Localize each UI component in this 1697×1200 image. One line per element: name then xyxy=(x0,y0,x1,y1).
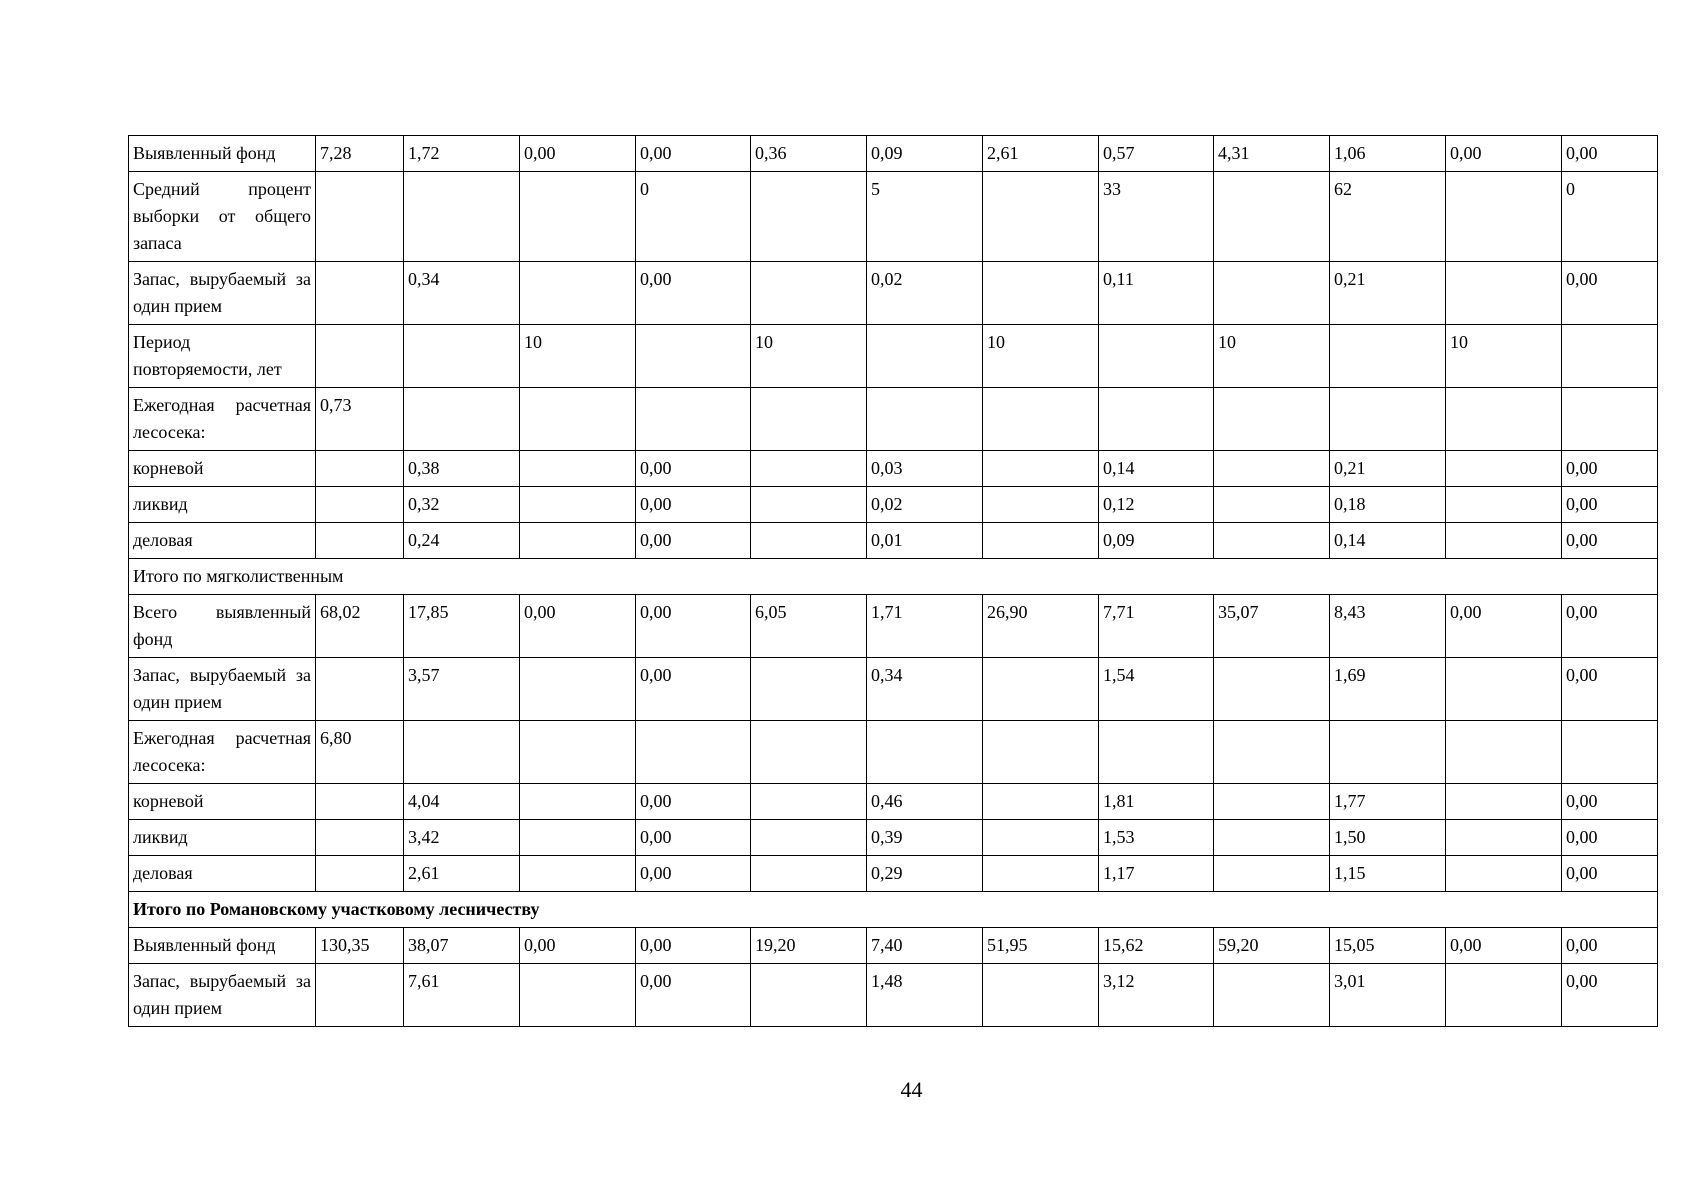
table-cell: 130,35 xyxy=(316,928,404,964)
table-cell xyxy=(520,784,636,820)
table-cell: 0,03 xyxy=(867,451,983,487)
table-cell: 7,40 xyxy=(867,928,983,964)
table-cell: 0,32 xyxy=(404,487,520,523)
row-label: корневой xyxy=(129,451,316,487)
table-cell xyxy=(751,172,867,262)
table-cell xyxy=(316,820,404,856)
table-body xyxy=(129,136,1658,1027)
table-cell xyxy=(983,964,1099,1027)
forest-data-table xyxy=(128,135,1658,1027)
table-cell xyxy=(520,388,636,451)
table-cell: 19,20 xyxy=(751,928,867,964)
table-row xyxy=(129,721,1658,784)
table-cell: 1,53 xyxy=(1099,820,1214,856)
row-label: корневой xyxy=(129,784,316,820)
table-cell: 15,05 xyxy=(1330,928,1446,964)
table-cell xyxy=(751,487,867,523)
table-cell xyxy=(751,856,867,892)
table-cell: 33 xyxy=(1099,172,1214,262)
table-cell xyxy=(983,658,1099,721)
table-cell xyxy=(751,523,867,559)
table-cell: 0,02 xyxy=(867,487,983,523)
table-cell: 0,00 xyxy=(1562,487,1658,523)
table-cell: 0 xyxy=(1562,172,1658,262)
section-heading: Итого по Романовскому участковому лесничеству xyxy=(129,892,1658,928)
table-cell xyxy=(1446,721,1562,784)
table-cell: 10 xyxy=(1446,325,1562,388)
table-cell: 0,00 xyxy=(1562,262,1658,325)
row-label: Выявленный фонд xyxy=(129,928,316,964)
table-cell xyxy=(520,658,636,721)
table-cell: 35,07 xyxy=(1214,595,1330,658)
table-cell: 8,43 xyxy=(1330,595,1446,658)
table-cell xyxy=(867,721,983,784)
table-cell: 7,28 xyxy=(316,136,404,172)
table-cell: 4,31 xyxy=(1214,136,1330,172)
table-cell: 0,00 xyxy=(1562,136,1658,172)
table-cell: 0,12 xyxy=(1099,487,1214,523)
table-cell xyxy=(983,784,1099,820)
table-cell xyxy=(751,658,867,721)
table-cell: 17,85 xyxy=(404,595,520,658)
table-cell: 0,73 xyxy=(316,388,404,451)
table-cell: 7,61 xyxy=(404,964,520,1027)
table-cell xyxy=(983,721,1099,784)
table-cell: 0,00 xyxy=(636,928,751,964)
table-cell: 0,01 xyxy=(867,523,983,559)
table-cell: 0,00 xyxy=(636,523,751,559)
table-row xyxy=(129,928,1658,964)
table-cell: 0,00 xyxy=(636,451,751,487)
table-row xyxy=(129,856,1658,892)
table-cell: 59,20 xyxy=(1214,928,1330,964)
table-cell xyxy=(751,784,867,820)
table-cell: 0,00 xyxy=(520,136,636,172)
table-cell xyxy=(1214,784,1330,820)
table-cell: 15,62 xyxy=(1099,928,1214,964)
table-cell xyxy=(1214,856,1330,892)
table-cell xyxy=(1214,487,1330,523)
table-cell: 0,00 xyxy=(636,964,751,1027)
table-cell xyxy=(1446,388,1562,451)
table-cell xyxy=(1446,820,1562,856)
table-cell xyxy=(1446,172,1562,262)
table-cell: 2,61 xyxy=(983,136,1099,172)
table-cell: 0,11 xyxy=(1099,262,1214,325)
table-cell: 1,69 xyxy=(1330,658,1446,721)
table-cell xyxy=(404,388,520,451)
table-cell xyxy=(1214,964,1330,1027)
table-cell: 3,42 xyxy=(404,820,520,856)
table-cell xyxy=(316,856,404,892)
table-cell xyxy=(316,523,404,559)
table-cell: 0,00 xyxy=(636,658,751,721)
table-cell xyxy=(983,820,1099,856)
table-cell xyxy=(316,487,404,523)
row-label: Ежегодная расчетная лесосека: xyxy=(129,388,316,451)
table-cell xyxy=(1446,784,1562,820)
table-cell xyxy=(636,325,751,388)
table-cell: 0,00 xyxy=(520,928,636,964)
table-cell: 38,07 xyxy=(404,928,520,964)
table-cell xyxy=(1446,658,1562,721)
row-label: Всего выявленный фонд xyxy=(129,595,316,658)
section-heading: Итого по мягколиственным xyxy=(129,559,1658,595)
table-cell xyxy=(1214,388,1330,451)
table-cell: 3,01 xyxy=(1330,964,1446,1027)
table-cell: 0,00 xyxy=(636,784,751,820)
table-row xyxy=(129,325,1658,388)
table-cell: 0,21 xyxy=(1330,262,1446,325)
table-cell: 10 xyxy=(520,325,636,388)
table-cell: 0,00 xyxy=(636,595,751,658)
row-label: Период повторяемости, лет xyxy=(129,325,316,388)
table-cell xyxy=(1446,262,1562,325)
table-cell: 51,95 xyxy=(983,928,1099,964)
table-cell xyxy=(520,856,636,892)
table-cell xyxy=(1214,523,1330,559)
table-cell xyxy=(404,172,520,262)
table-row xyxy=(129,820,1658,856)
table-cell: 0,00 xyxy=(1562,658,1658,721)
table-cell: 1,77 xyxy=(1330,784,1446,820)
table-cell xyxy=(1330,325,1446,388)
table-cell: 10 xyxy=(751,325,867,388)
table-cell: 68,02 xyxy=(316,595,404,658)
table-cell: 0,00 xyxy=(1562,451,1658,487)
table-cell xyxy=(1446,523,1562,559)
table-cell xyxy=(983,856,1099,892)
table-cell: 4,04 xyxy=(404,784,520,820)
table-cell: 1,71 xyxy=(867,595,983,658)
section-row xyxy=(129,559,1658,595)
row-label: ликвид xyxy=(129,820,316,856)
table-cell: 1,81 xyxy=(1099,784,1214,820)
table-cell: 0,00 xyxy=(636,856,751,892)
table-cell: 0,09 xyxy=(867,136,983,172)
table-cell xyxy=(1562,325,1658,388)
table-cell: 0,18 xyxy=(1330,487,1446,523)
table-cell: 10 xyxy=(983,325,1099,388)
table-cell xyxy=(1214,658,1330,721)
table-cell: 0,00 xyxy=(636,262,751,325)
table-cell xyxy=(751,721,867,784)
table-row xyxy=(129,388,1658,451)
table-cell: 1,06 xyxy=(1330,136,1446,172)
table-cell xyxy=(751,388,867,451)
row-label: деловая xyxy=(129,856,316,892)
table-cell: 0,39 xyxy=(867,820,983,856)
table-row xyxy=(129,262,1658,325)
table-cell xyxy=(1446,487,1562,523)
page-number: 44 xyxy=(900,1077,923,1102)
table-cell: 0,00 xyxy=(1562,928,1658,964)
table-row xyxy=(129,451,1658,487)
table-cell: 0,00 xyxy=(1446,136,1562,172)
table-cell xyxy=(316,784,404,820)
section-row xyxy=(129,892,1658,928)
table-cell xyxy=(636,721,751,784)
table-cell: 0,00 xyxy=(1446,595,1562,658)
table-cell xyxy=(316,964,404,1027)
table-row xyxy=(129,658,1658,721)
table-cell: 0,00 xyxy=(636,820,751,856)
table-cell xyxy=(1214,172,1330,262)
table-cell: 0,29 xyxy=(867,856,983,892)
table-cell xyxy=(1562,388,1658,451)
table-cell: 0,00 xyxy=(1562,523,1658,559)
table-cell: 26,90 xyxy=(983,595,1099,658)
table-cell: 0,09 xyxy=(1099,523,1214,559)
table-cell: 0,34 xyxy=(867,658,983,721)
table-cell xyxy=(404,721,520,784)
table-cell xyxy=(404,325,520,388)
table-cell xyxy=(520,262,636,325)
table-cell: 5 xyxy=(867,172,983,262)
table-cell xyxy=(751,964,867,1027)
row-label: Выявленный фонд xyxy=(129,136,316,172)
table-cell xyxy=(316,658,404,721)
table-cell: 0,46 xyxy=(867,784,983,820)
table-cell: 0,38 xyxy=(404,451,520,487)
table-cell xyxy=(520,721,636,784)
table-row xyxy=(129,964,1658,1027)
table-cell: 0,02 xyxy=(867,262,983,325)
table-cell: 0 xyxy=(636,172,751,262)
table-cell xyxy=(983,451,1099,487)
table-cell xyxy=(983,388,1099,451)
table-cell: 0,00 xyxy=(520,595,636,658)
table-cell: 1,17 xyxy=(1099,856,1214,892)
table-cell xyxy=(520,487,636,523)
table-cell xyxy=(636,388,751,451)
table-cell xyxy=(983,523,1099,559)
table-row xyxy=(129,523,1658,559)
table-cell xyxy=(1562,721,1658,784)
table-cell: 0,00 xyxy=(1562,595,1658,658)
row-label: ликвид xyxy=(129,487,316,523)
table-cell xyxy=(751,262,867,325)
table-cell: 6,05 xyxy=(751,595,867,658)
table-cell xyxy=(1330,388,1446,451)
table-cell: 0,36 xyxy=(751,136,867,172)
table-row xyxy=(129,595,1658,658)
table-cell xyxy=(983,487,1099,523)
table-row xyxy=(129,136,1658,172)
table-cell: 6,80 xyxy=(316,721,404,784)
table-cell xyxy=(316,325,404,388)
table-cell: 0,00 xyxy=(1562,964,1658,1027)
row-label: Средний процент выборки от общего запаса xyxy=(129,172,316,262)
table-cell xyxy=(1446,964,1562,1027)
table-cell xyxy=(1099,721,1214,784)
table-cell xyxy=(520,172,636,262)
table-cell: 0,00 xyxy=(1562,784,1658,820)
table-cell: 0,00 xyxy=(636,136,751,172)
table-cell: 1,54 xyxy=(1099,658,1214,721)
table-cell: 0,00 xyxy=(1562,856,1658,892)
table-cell xyxy=(520,523,636,559)
table-cell: 62 xyxy=(1330,172,1446,262)
table-cell xyxy=(1214,451,1330,487)
row-label: Запас, вырубаемый за один прием xyxy=(129,658,316,721)
table-cell xyxy=(316,172,404,262)
row-label: Ежегодная расчетная лесосека: xyxy=(129,721,316,784)
table-cell: 3,57 xyxy=(404,658,520,721)
table-cell xyxy=(1446,856,1562,892)
table-cell: 0,24 xyxy=(404,523,520,559)
table-cell: 0,57 xyxy=(1099,136,1214,172)
table-cell xyxy=(520,964,636,1027)
table-cell: 0,00 xyxy=(1446,928,1562,964)
table-cell xyxy=(520,451,636,487)
table-cell xyxy=(1099,388,1214,451)
table-cell xyxy=(867,325,983,388)
table-cell: 10 xyxy=(1214,325,1330,388)
row-label: Запас, вырубаемый за один прием xyxy=(129,262,316,325)
table-cell xyxy=(316,262,404,325)
table-cell xyxy=(1099,325,1214,388)
table-cell xyxy=(316,451,404,487)
table-cell xyxy=(867,388,983,451)
row-label: деловая xyxy=(129,523,316,559)
table-cell: 0,14 xyxy=(1099,451,1214,487)
table-row xyxy=(129,172,1658,262)
table-row xyxy=(129,784,1658,820)
table-cell xyxy=(1214,820,1330,856)
table-cell xyxy=(983,262,1099,325)
table-cell: 0,34 xyxy=(404,262,520,325)
table-cell: 1,72 xyxy=(404,136,520,172)
table-cell: 0,14 xyxy=(1330,523,1446,559)
table-cell xyxy=(1330,721,1446,784)
table-cell: 0,21 xyxy=(1330,451,1446,487)
table-cell xyxy=(751,451,867,487)
table-cell xyxy=(1214,262,1330,325)
table-cell xyxy=(983,172,1099,262)
table-cell: 0,00 xyxy=(1562,820,1658,856)
table-cell: 1,15 xyxy=(1330,856,1446,892)
table-row xyxy=(129,487,1658,523)
table-cell: 0,00 xyxy=(636,487,751,523)
table-cell xyxy=(1214,721,1330,784)
table-cell xyxy=(520,820,636,856)
table-cell: 2,61 xyxy=(404,856,520,892)
table-cell: 3,12 xyxy=(1099,964,1214,1027)
table-cell xyxy=(1446,451,1562,487)
row-label: Запас, вырубаемый за один прием xyxy=(129,964,316,1027)
table-cell: 7,71 xyxy=(1099,595,1214,658)
table-cell xyxy=(751,820,867,856)
table-cell: 1,50 xyxy=(1330,820,1446,856)
table-cell: 1,48 xyxy=(867,964,983,1027)
